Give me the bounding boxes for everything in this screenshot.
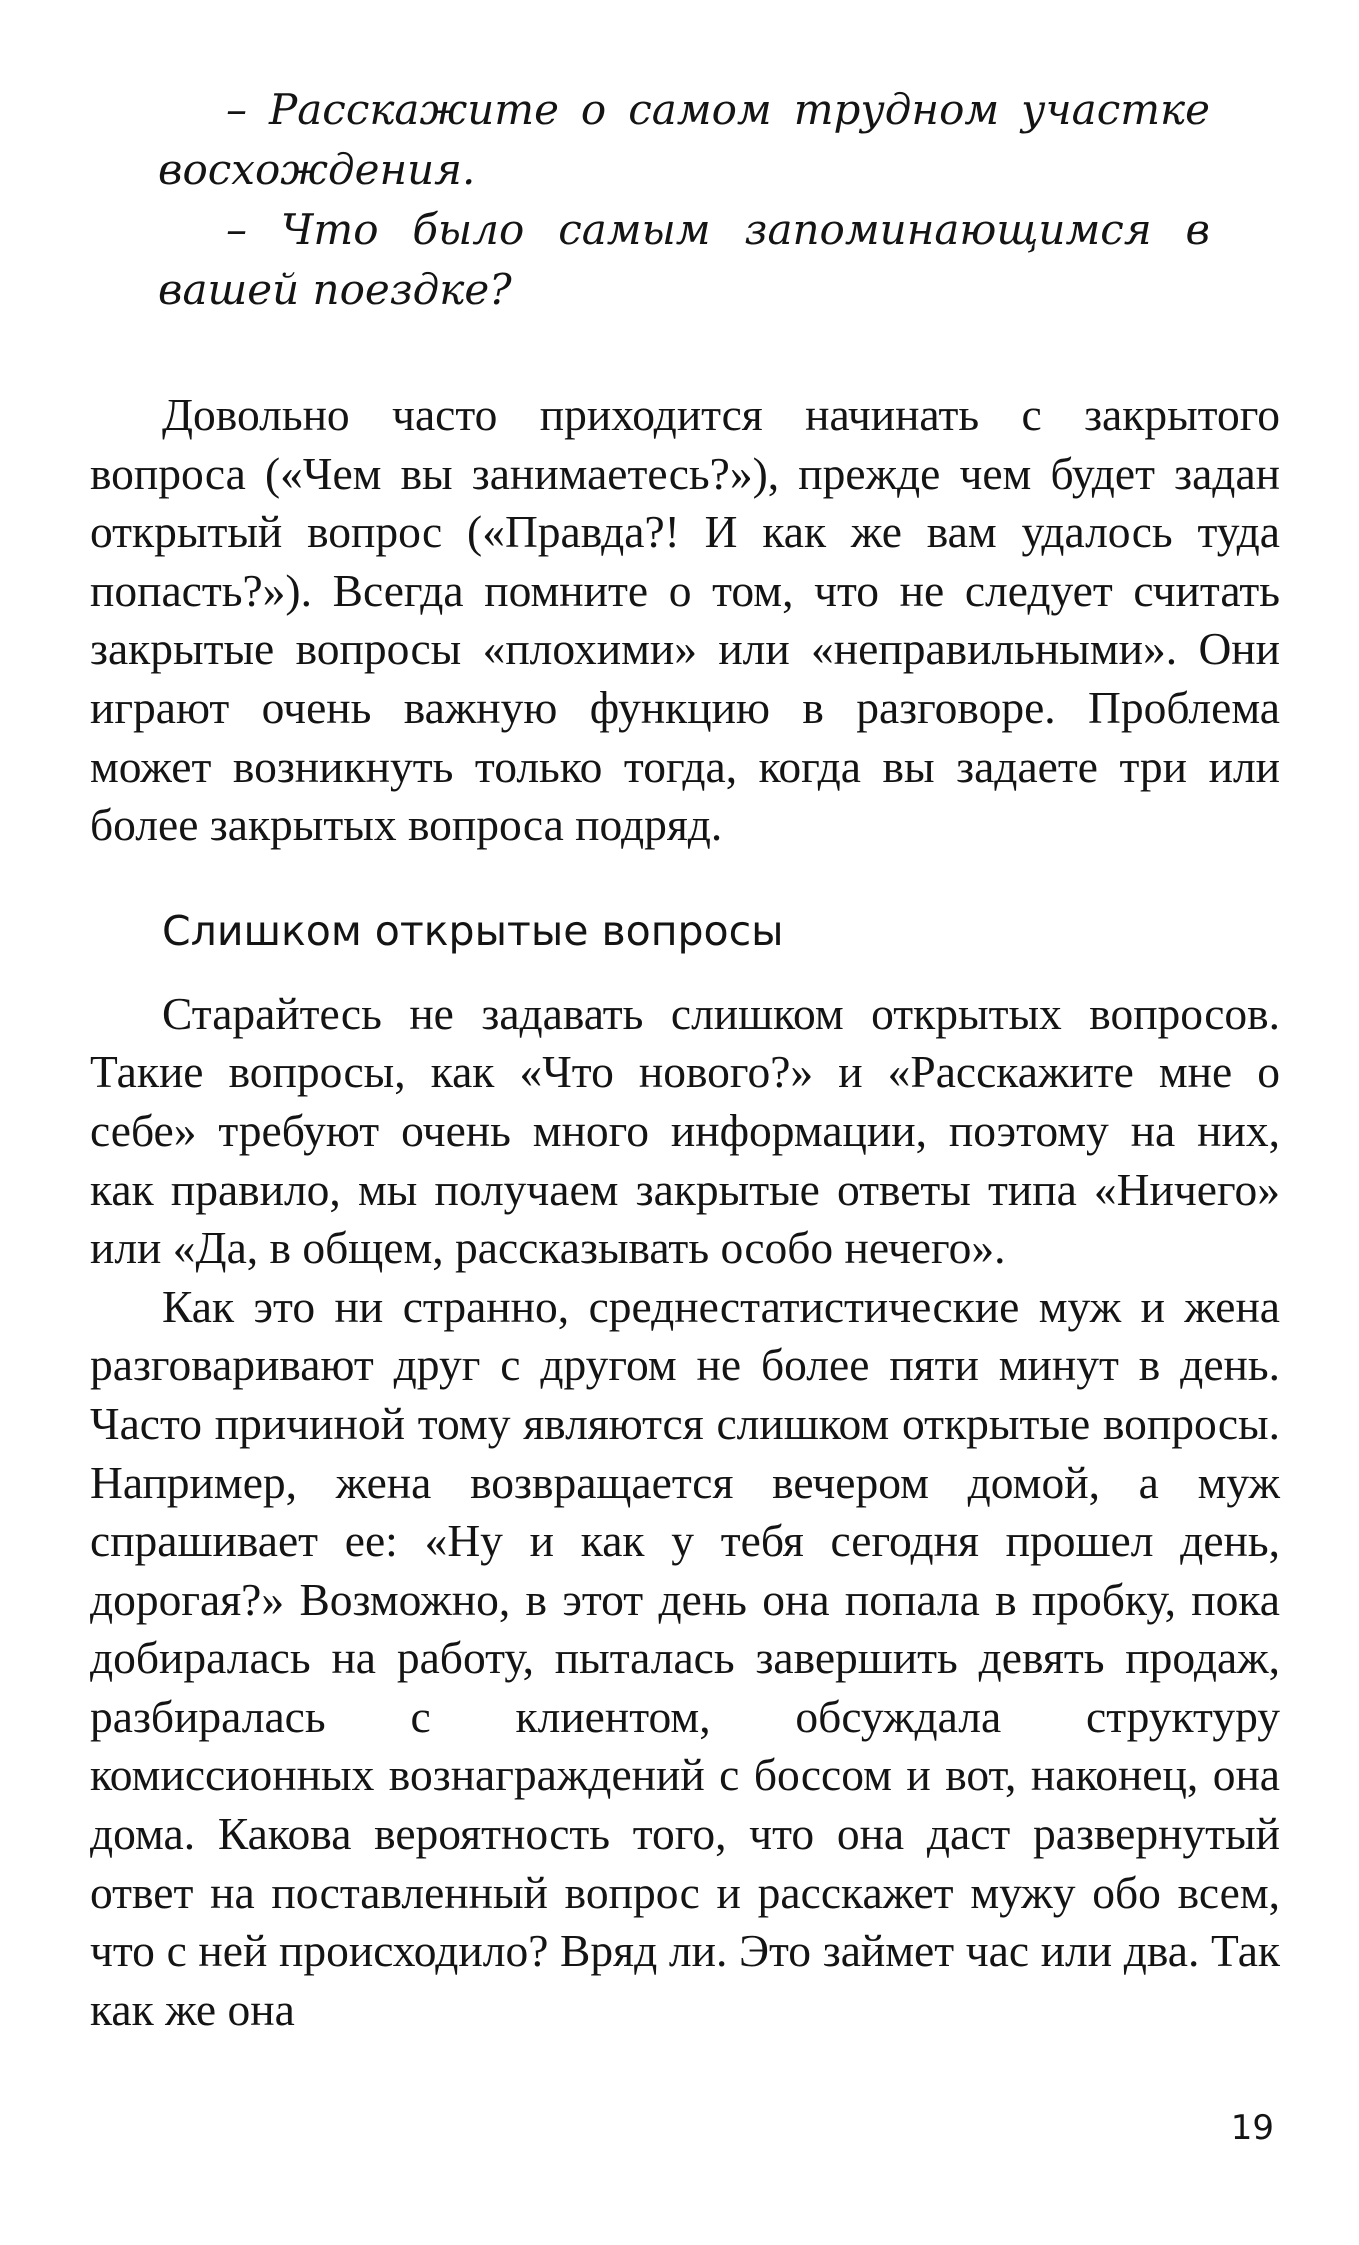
example-questions-block	[90, 80, 1280, 320]
paragraph: Старайтесь не задавать слишком открытых вопросов. Такие вопросы, как «Что нового?» и «Расскажите мне о себе» требуют очень много информации, поэтому на них, как правило, мы получаем закрытые ответы типа «Ничего» или «Да, в общем, рассказывать особо нечего».	[90, 987, 1280, 1274]
example-question: – Расскажите о самом трудном участке восхождения.	[158, 85, 1210, 194]
paragraph: Как это ни странно, среднестатистические муж и жена разговаривают друг с другом не более пяти минут в день. Часто причиной тому являются слишком открытые вопросы. Например, жена возвращается вечером домой, а муж спрашивает ее: «Ну и как у тебя сегодня прошел день, дорогая?» Возможно, в этот день она попала в пробку, пока добиралась на работу, пыталась завершить девять продаж, разбиралась с клиентом, обсуждала структуру комиссионных вознаграждений с боссом и вот, наконец, она дома. Какова вероятность того, что она даст развернутый ответ на поставленный вопрос и расскажет мужу обо всем, что с ней происходило? Вряд ли. Это займет час или два. Так как же она	[90, 1280, 1280, 2035]
paragraph: Довольно часто приходится начинать с закрытого вопроса («Чем вы занимаетесь?»), прежде чем будет задан открытый вопрос («Правда?! И как же вам удалось туда попасть?»). Всегда помните о том, что не следует считать закрытые вопросы «плохими» или «неправильными». Они играют очень важную функцию в разговоре. Проблема может возникнуть только тогда, когда вы задаете три или более закрытых вопроса подряд.	[90, 389, 1280, 851]
body-text-block	[90, 985, 1280, 2040]
spacer	[90, 320, 1280, 386]
example-question: – Что было самым запоминающимся в вашей поездке?	[158, 205, 1210, 314]
section-heading: Слишком открытые вопросы	[162, 906, 784, 955]
page-number: 19	[1230, 2108, 1274, 2148]
book-page	[90, 80, 1280, 2039]
body-text-block	[90, 386, 1280, 855]
